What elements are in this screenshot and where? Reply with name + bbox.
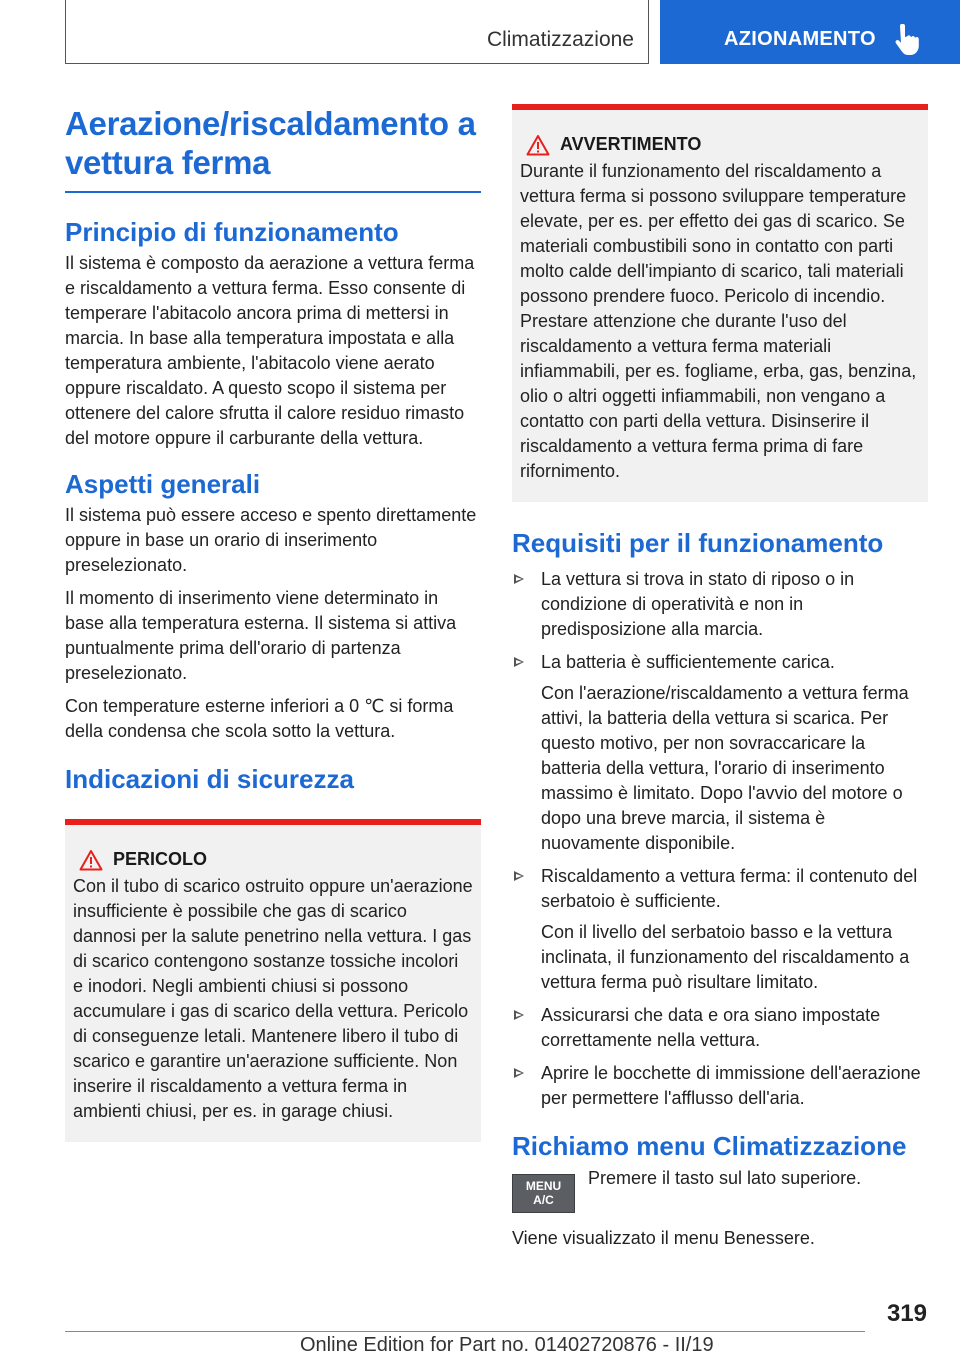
warning-triangle-icon bbox=[526, 134, 550, 156]
header-chapter-box bbox=[65, 0, 649, 64]
requirement-note: Con il livello del serbatoio basso e la vettura inclinata, il funzionamento del riscaldamento a vettura ferma può risultare limitato. bbox=[541, 922, 910, 992]
requirement-text: Assicurarsi che data e ora siano impostate correttamente nella vettura. bbox=[541, 1005, 881, 1050]
requirement-note: Con l'aerazione/riscaldamento a vettura ferma attivi, la batteria della vettura si scarica. Per questo motivo, per non sovraccaricare la batteria della vettura, l'orario di inserimento massimo è limitato. Dopo l'avvio del motore o dopo una breve marcia, il sistema è nuovamente disponibile. bbox=[541, 683, 909, 853]
page-number: 319 bbox=[886, 1300, 927, 1327]
list-item bbox=[512, 1003, 928, 1053]
requirement-text: La vettura si trova in stato di riposo o in condizione di operatività e non in predisposizione alla marcia. bbox=[541, 569, 855, 639]
list-item bbox=[512, 864, 928, 995]
bullet-triangle-icon bbox=[514, 657, 524, 667]
requirements-list bbox=[512, 567, 928, 1111]
list-item bbox=[512, 1061, 928, 1111]
menu-step bbox=[512, 1166, 928, 1216]
heading-general: Aspetti generali bbox=[65, 469, 261, 499]
heading-safety: Indicazioni di sicurezza bbox=[65, 764, 354, 794]
page-title: Aerazione/riscaldamento a vettura ferma bbox=[65, 105, 476, 181]
danger-title bbox=[79, 825, 473, 872]
footer-divider bbox=[65, 1331, 865, 1332]
menu-step-text: Premere il tasto sul lato superiore. bbox=[588, 1168, 862, 1188]
requirement-text: Riscaldamento a vettura ferma: il contenuto del serbatoio è sufficiente. bbox=[541, 866, 918, 911]
bullet-triangle-icon bbox=[514, 871, 524, 881]
menu-result-text: Viene visualizzato il menu Benessere. bbox=[512, 1228, 815, 1248]
section-tab-label: AZIONAMENTO bbox=[724, 28, 876, 50]
list-item bbox=[512, 567, 928, 642]
bullet-triangle-icon bbox=[514, 574, 524, 584]
danger-label: PERICOLO bbox=[113, 849, 208, 869]
bullet-triangle-icon bbox=[514, 1068, 524, 1078]
heading-menu: Richiamo menu Climatizzazione bbox=[512, 1131, 907, 1161]
heading-principle: Principio di funzionamento bbox=[65, 217, 399, 247]
menu-button-line1: MENU bbox=[525, 1179, 562, 1193]
hand-pointer-icon bbox=[892, 24, 920, 56]
heading-requirements: Requisiti per il funzionamento bbox=[512, 528, 884, 558]
warning-label: AVVERTIMENTO bbox=[560, 134, 702, 154]
right-column bbox=[512, 104, 928, 1251]
warning-box bbox=[512, 104, 928, 502]
menu-ac-button bbox=[512, 1174, 575, 1213]
title-divider bbox=[65, 191, 481, 193]
menu-button-line2: A/C bbox=[533, 1193, 554, 1207]
danger-box bbox=[65, 819, 481, 1142]
general-text-2: Il momento di inserimento viene determinato in base alla temperatura esterna. Il sistema si attiva puntualmente prima dell'orario di partenza preselezionato. bbox=[65, 588, 457, 683]
general-text-1: Il sistema può essere acceso e spento direttamente oppure in base un orario di inserimento preselezionato. bbox=[65, 505, 477, 575]
warning-title bbox=[526, 110, 920, 157]
list-item bbox=[512, 650, 928, 856]
left-column bbox=[65, 104, 481, 1142]
chapter-title: Climatizzazione bbox=[486, 28, 634, 51]
section-tab bbox=[660, 0, 960, 64]
warning-text: Durante il funzionamento del riscaldamento a vettura ferma si possono sviluppare temperature elevate, per es. per effetto dei gas di scarico. Se materiali combustibili sono in contatto con parti molto calde dell'impianto di scarico, tali materiali possono prendere fuoco. Pericolo di incendio. Prestare attenzione che durante l'uso del riscaldamento a vettura ferma materiali infiammabili, per es. fogliame, erba, gas, benzina, olio o altri oggetti infiammabili, non vengano a contatto con parti della vettura. Disinserire il riscaldamento a vettura ferma prima di fare rifornimento. bbox=[520, 161, 917, 481]
requirement-text: La batteria è sufficientemente carica. bbox=[541, 652, 835, 672]
danger-text: Con il tubo di scarico ostruito oppure un'aerazione insufficiente è possibile che gas di scarico dannosi per la salute penetrino nella vettura. I gas di scarico contengono sostanze tossiche incolori e inodori. Negli ambienti chiusi si possono accumulare i gas di scarico della vettura. Pericolo di conseguenze letali. Mantenere libero il tubo di scarico e garantire un'aerazione sufficiente. Non inserire il riscaldamento a vettura ferma in ambienti chiusi, per es. in garage chiusi. bbox=[73, 876, 473, 1121]
footer-edition: Online Edition for Part no. 01402720876 - II/19 bbox=[300, 1334, 714, 1356]
principle-text: Il sistema è composto da aerazione a vettura ferma e riscaldamento a vettura ferma. Esso consente di temperare l'abitacolo ancora prima di mettersi in marcia. In base alla temperatura impostata e alla temperatura ambiente, l'abitacolo viene aerato oppure riscaldato. A questo scopo il sistema per ottenere del calore sfrutta il calore residuo rimasto del motore oppure il carburante della vettura. bbox=[65, 253, 475, 448]
bullet-triangle-icon bbox=[514, 1010, 524, 1020]
requirement-text: Aprire le bocchette di immissione dell'aerazione per permettere l'afflusso dell'aria. bbox=[541, 1063, 921, 1108]
warning-triangle-icon bbox=[79, 849, 103, 871]
general-text-3: Con temperature esterne inferiori a 0 ℃ si forma della condensa che scola sotto la vettura. bbox=[65, 696, 454, 741]
